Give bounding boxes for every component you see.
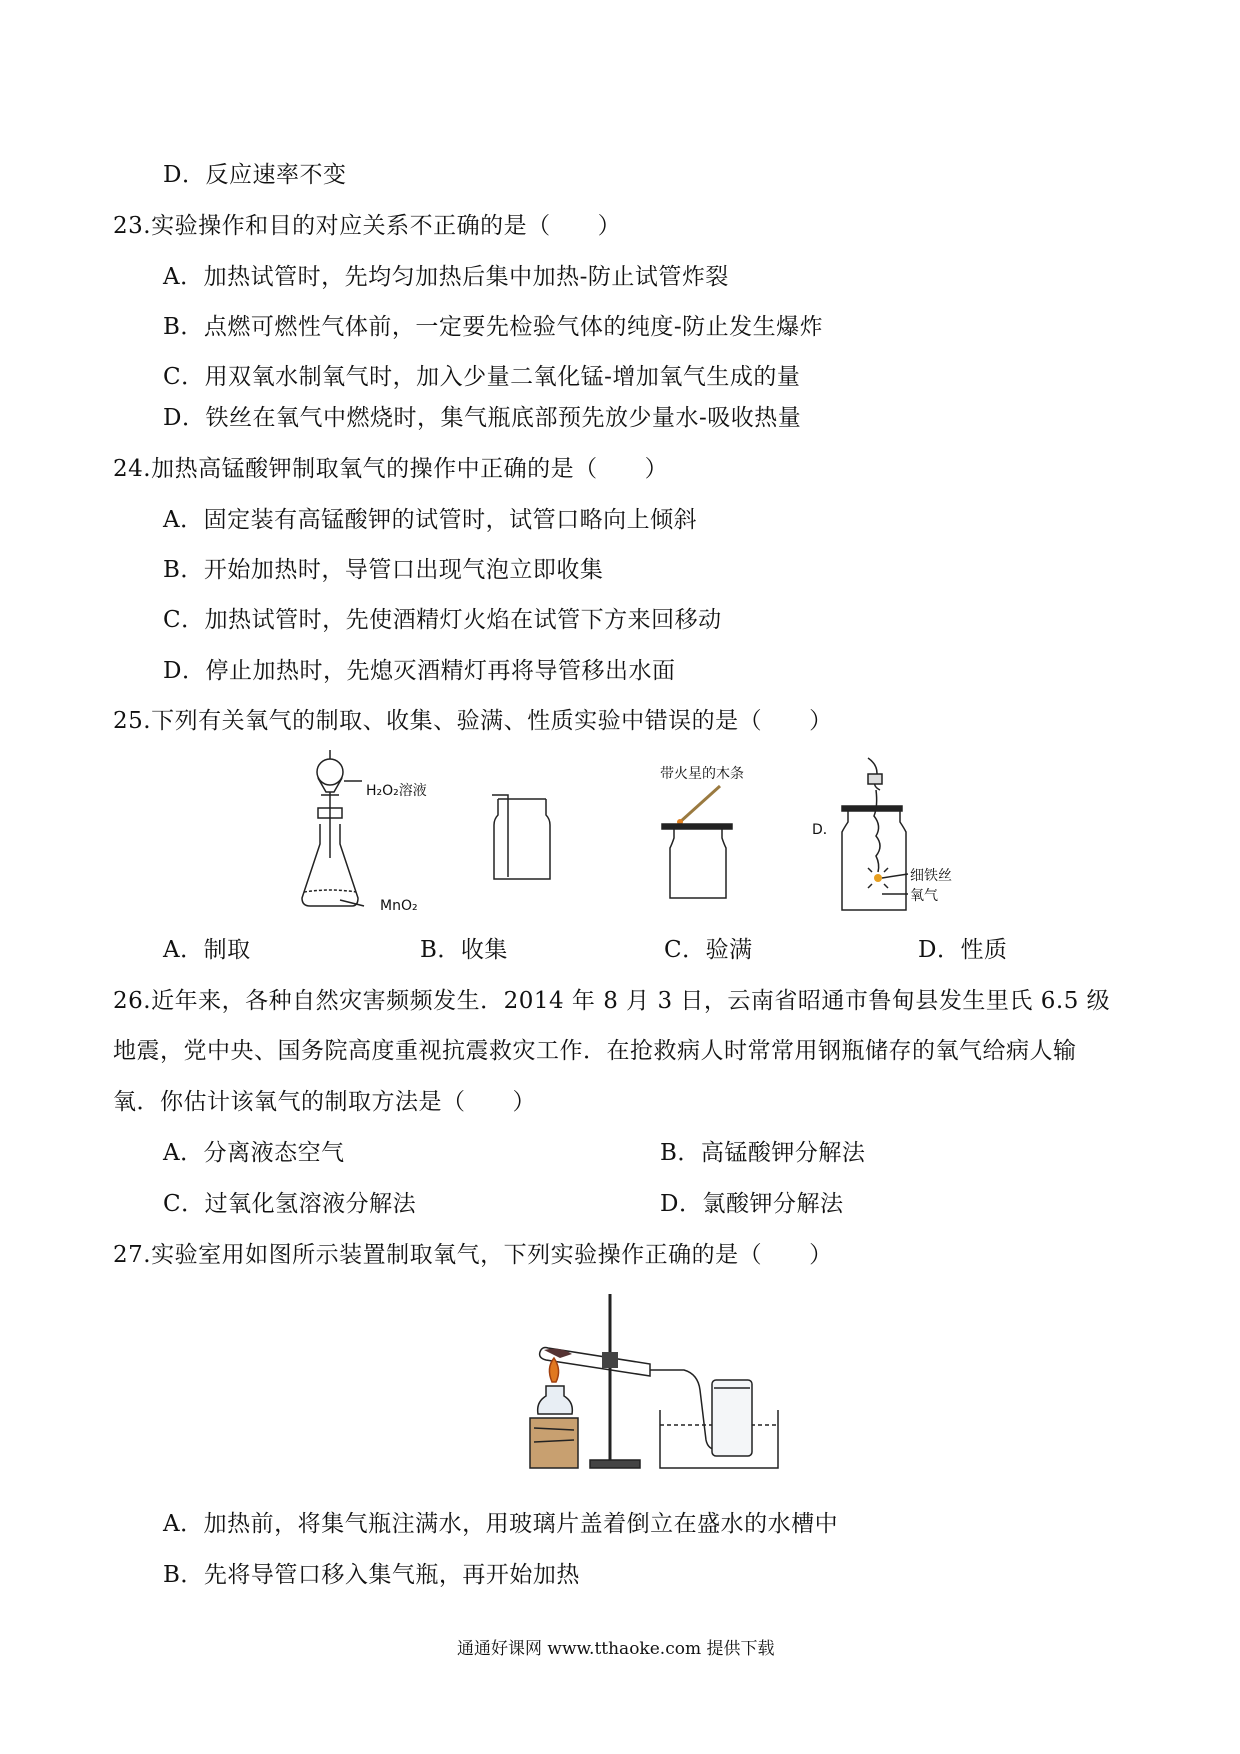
figure-c-splint-label: 带火星的木条	[660, 766, 744, 782]
figure-q27-apparatus	[520, 1290, 780, 1480]
q24-option-d: D．停止加热时，先熄灭酒精灯再将导管移出水面	[163, 658, 676, 684]
figure-c-oxygen-test	[660, 782, 760, 902]
q25-stem: 25.下列有关氧气的制取、收集、验满、性质实验中错误的是（ ）	[113, 708, 833, 734]
q26-option-d: D．氯酸钾分解法	[660, 1191, 844, 1217]
q24-option-c: C．加热试管时，先使酒精灯火焰在试管下方来回移动	[163, 607, 722, 633]
figure-d-oxygen-label: 氧气	[910, 888, 938, 904]
q25-option-a: A．制取	[163, 937, 251, 963]
q23-option-a: A．加热试管时，先均匀加热后集中加热-防止试管炸裂	[163, 264, 729, 290]
q27-option-b: B．先将导管口移入集气瓶，再开始加热	[163, 1562, 580, 1588]
figure-a-h2o2-label: H₂O₂溶液	[366, 783, 427, 799]
q25-option-b: B．收集	[420, 937, 508, 963]
q26-stem-line-1: 26.近年来，各种自然灾害频频发生．2014 年 8 月 3 日，云南省昭通市鲁甸县发生里氏 6.5 级	[113, 988, 1111, 1014]
footer-source: 通通好课网 www.tthaoke.com 提供下载	[457, 1639, 775, 1659]
q23-stem: 23.实验操作和目的对应关系不正确的是（ ）	[113, 213, 622, 239]
q27-stem: 27.实验室用如图所示装置制取氧气，下列实验操作正确的是（ ）	[113, 1242, 833, 1268]
q24-option-a: A．固定装有高锰酸钾的试管时，试管口略向上倾斜	[163, 507, 698, 533]
q23-option-b: B．点燃可燃性气体前，一定要先检验气体的纯度-防止发生爆炸	[163, 314, 824, 340]
q27-option-a: A．加热前，将集气瓶注满水，用玻璃片盖着倒立在盛水的水槽中	[163, 1511, 839, 1537]
q26-option-a: A．分离液态空气	[163, 1140, 345, 1166]
figure-d-mark: D．	[812, 822, 837, 838]
q25-option-c: C．验满	[664, 937, 753, 963]
q24-option-b: B．开始加热时，导管口出现气泡立即收集	[163, 557, 604, 583]
figure-d-iron-wire-label: 细铁丝	[910, 868, 952, 884]
figure-a-mno2-label: MnO₂	[380, 898, 418, 914]
q26-option-b: B．高锰酸钾分解法	[660, 1140, 866, 1166]
q24-stem: 24.加热高锰酸钾制取氧气的操作中正确的是（ ）	[113, 456, 669, 482]
q23-option-c: C．用双氧水制氧气时，加入少量二氧化锰-增加氧气生成的量	[163, 364, 801, 390]
q22-option-d: D．反应速率不变	[163, 162, 347, 188]
figure-a-oxygen-preparation	[300, 748, 440, 918]
q26-option-c: C．过氧化氢溶液分解法	[163, 1191, 417, 1217]
q26-stem-line-3: 氧．你估计该氧气的制取方法是（ ）	[113, 1089, 536, 1115]
q25-option-d: D．性质	[918, 937, 1008, 963]
q23-option-d: D．铁丝在氧气中燃烧时，集气瓶底部预先放少量水-吸收热量	[163, 405, 802, 431]
q26-stem-line-2: 地震，党中央、国务院高度重视抗震救灾工作．在抢救病人时常常用钢瓶储存的氧气给病人输	[113, 1038, 1077, 1064]
figure-b-gas-collection	[490, 785, 570, 885]
